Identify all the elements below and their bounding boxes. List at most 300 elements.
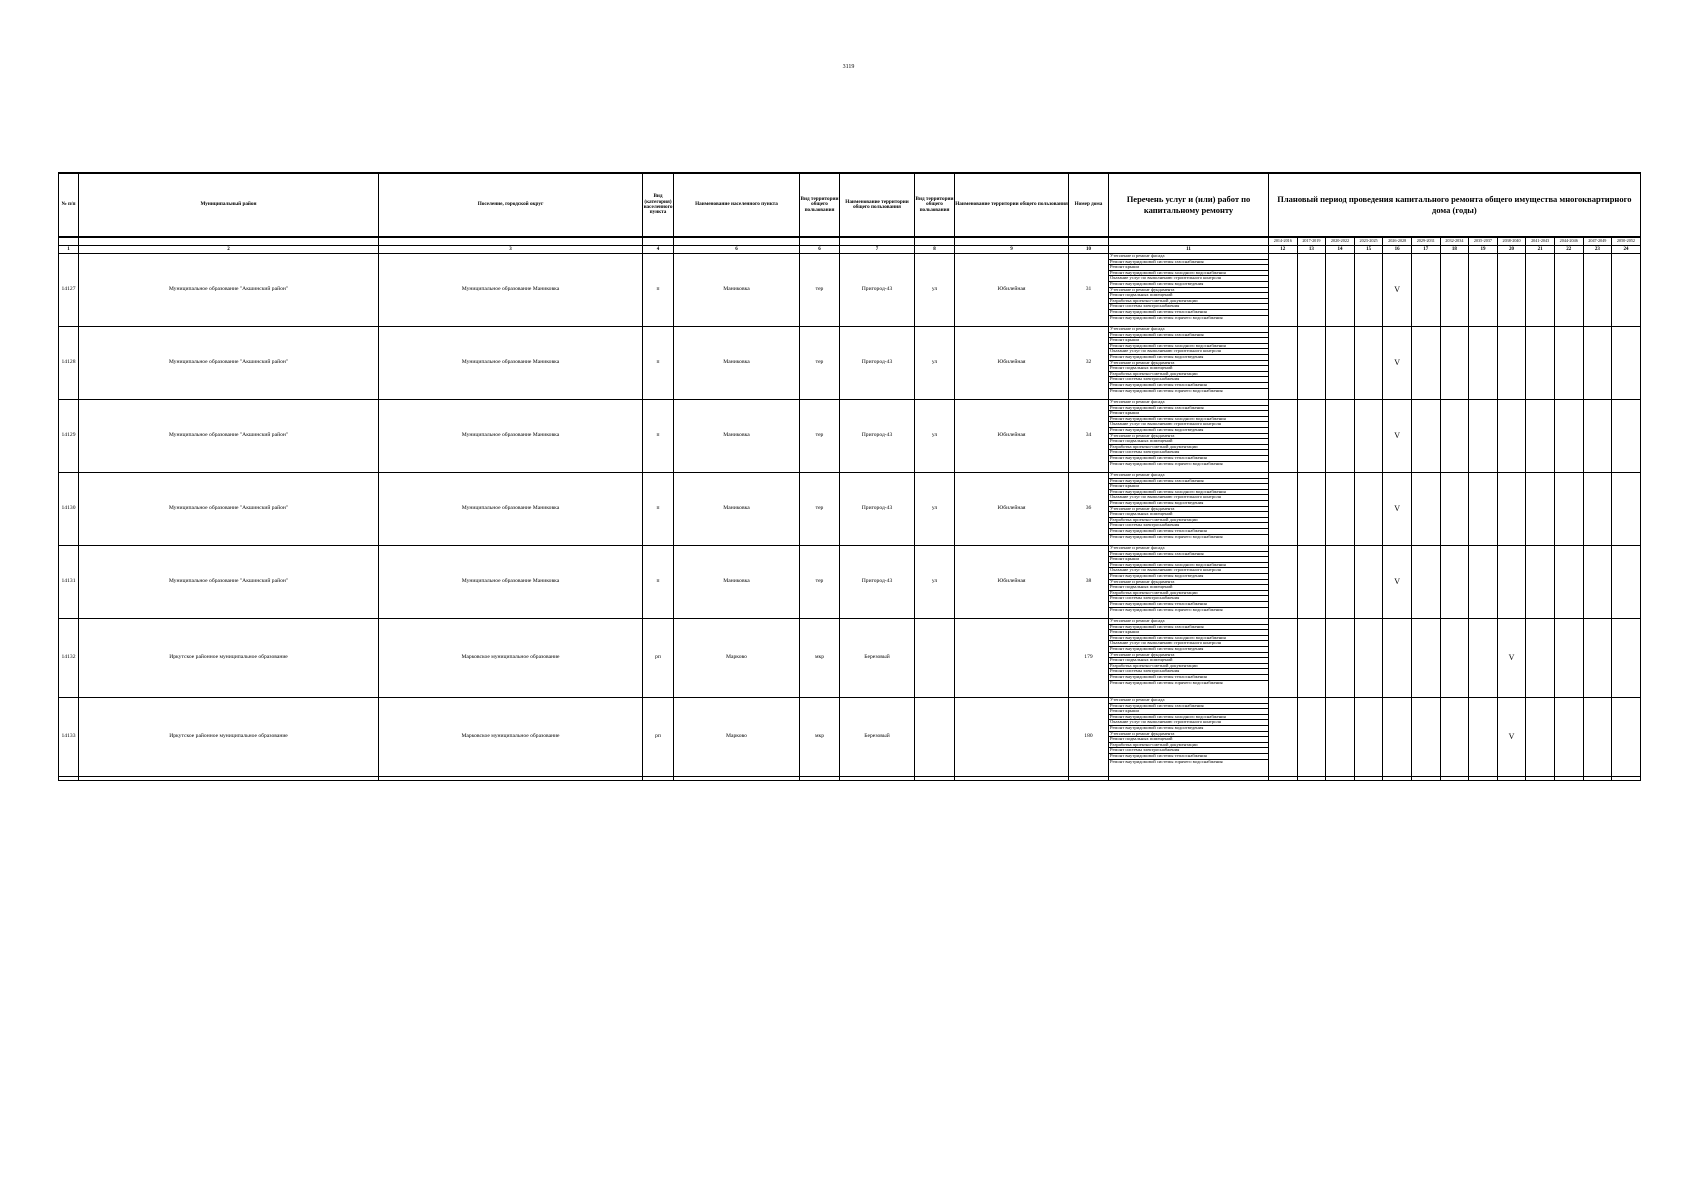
period-cell (1326, 619, 1355, 698)
period-label: 2014-2016 (1269, 237, 1298, 246)
period-cell (1554, 698, 1583, 777)
territory-type: тер (800, 473, 840, 546)
period-cell (1326, 327, 1355, 400)
territory-type-2: ул (915, 254, 955, 327)
district: Иркутское районное муниципальное образование (79, 698, 379, 777)
work-item: Ремонт внутридомовой системы теплоснабжения (1109, 310, 1268, 316)
column-number: 17 (1411, 246, 1440, 254)
work-item: Ремонт внутридомовой системы горячего водоснабжения (1110, 534, 1223, 539)
period-cell (1583, 619, 1612, 698)
work-item: Утепление и ремонт фундамента (1109, 434, 1268, 440)
period-mark: V (1497, 698, 1526, 777)
house-number: 36 (1069, 473, 1109, 546)
column-number: 15 (1354, 246, 1383, 254)
work-item: Ремонт системы электроснабжения (1109, 669, 1268, 675)
empty-cell (59, 777, 79, 781)
page-number: 3119 (842, 64, 855, 70)
work-item: Ремонт внутридомовой системы горячего водоснабжения (1110, 315, 1223, 320)
period-cell (1554, 400, 1583, 473)
work-item: Ремонт внутридомовой системы водоотведения (1109, 501, 1268, 507)
empty-cell (1326, 777, 1355, 781)
period-cell (1526, 619, 1555, 698)
period-label: 2047-2049 (1583, 237, 1612, 246)
locality-name: Маниковка (674, 473, 800, 546)
work-item: Ремонт внутридомовой системы холодного водоснабжения (1109, 271, 1268, 277)
work-item: Ремонт внутридомовой системы горячего водоснабжения (1110, 759, 1223, 764)
period-cell (1269, 327, 1298, 400)
column-number: 6 (800, 246, 840, 254)
column-number: 24 (1612, 246, 1641, 254)
period-cell (1469, 473, 1498, 546)
house-number: 32 (1069, 327, 1109, 400)
work-item: Ремонт подвальных помещений (1109, 585, 1268, 591)
district: Муниципальное образование "Акшинский район" (79, 400, 379, 473)
settlement: Марковское муниципальное образование (379, 619, 643, 698)
work-item: Ремонт внутридомовой системы теплоснабжения (1109, 383, 1268, 389)
work-item: Утепление и ремонт фундамента (1109, 732, 1268, 738)
locality-type: п (643, 254, 674, 327)
empty-cell (1469, 777, 1498, 781)
district: Муниципальное образование "Акшинский район" (79, 254, 379, 327)
locality-type: п (643, 473, 674, 546)
locality-name: Маниковка (674, 400, 800, 473)
territory-type-2: ул (915, 327, 955, 400)
work-item: Оказание услуг по выполнению строительного контроля (1109, 276, 1268, 282)
header-row (59, 173, 1641, 237)
work-item: Разработка проектно-сметной документации (1109, 743, 1268, 749)
column-number: 6 (674, 246, 800, 254)
header-settlement: Поселение, городской округ (379, 173, 643, 237)
work-item: Ремонт подвальных помещений (1109, 512, 1268, 518)
works-list-cell (1109, 327, 1269, 400)
empty-cell (1297, 777, 1326, 781)
period-cell (1469, 327, 1498, 400)
territory-name-2 (955, 698, 1069, 777)
period-cell (1583, 698, 1612, 777)
period-cell (1497, 400, 1526, 473)
locality-name: Марково (674, 619, 800, 698)
work-item: Ремонт внутридомовой системы горячего водоснабжения (1110, 607, 1223, 612)
empty-cell (1269, 777, 1298, 781)
column-number: 3 (379, 246, 643, 254)
territory-name-2 (955, 619, 1069, 698)
column-number: 12 (1269, 246, 1298, 254)
period-cell (1469, 619, 1498, 698)
empty-cell (79, 777, 379, 781)
period-cell (1583, 400, 1612, 473)
period-cell (1354, 254, 1383, 327)
period-cell (1297, 698, 1326, 777)
work-item: Ремонт подвальных помещений (1109, 737, 1268, 743)
period-cell (1326, 400, 1355, 473)
work-item: Ремонт крыши (1109, 338, 1268, 344)
locality-name: Марково (674, 698, 800, 777)
period-mark: V (1383, 327, 1412, 400)
period-cell (1411, 698, 1440, 777)
period-cell (1269, 254, 1298, 327)
table-row (59, 546, 1641, 619)
house-number: 38 (1069, 546, 1109, 619)
territory-type-2: ул (915, 473, 955, 546)
column-number: 2 (79, 246, 379, 254)
work-item: Ремонт внутридомовой системы холодного водоснабжения (1109, 715, 1268, 721)
table-row (59, 473, 1641, 546)
work-item: Утепление и ремонт фундамента (1109, 361, 1268, 367)
territory-type: тер (800, 546, 840, 619)
work-item: Ремонт внутридомовой системы теплоснабжения (1109, 529, 1268, 535)
empty-cell (840, 777, 915, 781)
work-item: Разработка проектно-сметной документации (1109, 372, 1268, 378)
period-mark: V (1383, 473, 1412, 546)
settlement: Муниципальное образование Маниковка (379, 254, 643, 327)
territory-name-2: Юбилейная (955, 254, 1069, 327)
period-mark: V (1383, 254, 1412, 327)
work-item: Ремонт системы электроснабжения (1109, 450, 1268, 456)
period-cell (1440, 698, 1469, 777)
capital-repair-table (58, 172, 1641, 781)
locality-type: рп (643, 698, 674, 777)
period-cell (1583, 254, 1612, 327)
period-cell (1440, 327, 1469, 400)
period-label: 2020-2022 (1326, 237, 1355, 246)
work-item: Ремонт системы электроснабжения (1109, 748, 1268, 754)
header-period: Плановый период проведения капитального ремонта общего имущества многоквартирного дома (годы) (1269, 173, 1641, 237)
header-house: Номер дома (1069, 173, 1109, 237)
period-mark: V (1383, 400, 1412, 473)
work-item: Ремонт внутридомовой системы водоотведения (1109, 282, 1268, 288)
period-label: 2029-2031 (1411, 237, 1440, 246)
locality-type: п (643, 400, 674, 473)
settlement: Марковское муниципальное образование (379, 698, 643, 777)
period-cell (1612, 327, 1641, 400)
period-cell (1526, 254, 1555, 327)
period-mark: V (1383, 546, 1412, 619)
period-cell (1326, 546, 1355, 619)
period-cell (1554, 327, 1583, 400)
work-item: Ремонт внутридомовой системы горячего водоснабжения (1110, 461, 1223, 466)
work-item: Ремонт подвальных помещений (1109, 293, 1268, 299)
row-number: 14129 (59, 400, 79, 473)
period-cell (1497, 254, 1526, 327)
district: Иркутское районное муниципальное образование (79, 619, 379, 698)
work-item: Разработка проектно-сметной документации (1109, 591, 1268, 597)
work-item: Ремонт системы электроснабжения (1109, 377, 1268, 383)
column-numbers-row (59, 246, 1641, 254)
column-number: 9 (955, 246, 1069, 254)
period-cell (1497, 546, 1526, 619)
period-label: 2026-2028 (1383, 237, 1412, 246)
territory-type-2 (915, 619, 955, 698)
period-cell (1526, 546, 1555, 619)
header-num: № п/п (59, 173, 79, 237)
settlement: Муниципальное образование Маниковка (379, 546, 643, 619)
empty-cell (1383, 777, 1412, 781)
period-cell (1612, 546, 1641, 619)
column-number: 7 (840, 246, 915, 254)
work-item: Утепление и ремонт фундамента (1109, 507, 1268, 513)
work-item: Ремонт внутридомовой системы газоснабжения (1109, 333, 1268, 339)
column-number: 22 (1554, 246, 1583, 254)
work-item: Оказание услуг по выполнению строительного контроля (1109, 720, 1268, 726)
column-number: 21 (1526, 246, 1555, 254)
column-number: 4 (643, 246, 674, 254)
period-cell (1440, 473, 1469, 546)
period-cell (1554, 254, 1583, 327)
work-item: Оказание услуг по выполнению строительного контроля (1109, 495, 1268, 501)
locality-name: Маниковка (674, 327, 800, 400)
work-item: Ремонт внутридомовой системы водоотведения (1109, 574, 1268, 580)
work-item: Ремонт внутридомовой системы холодного водоснабжения (1109, 636, 1268, 642)
district: Муниципальное образование "Акшинский район" (79, 473, 379, 546)
empty-cell (1526, 777, 1555, 781)
header-locality-type: Вид (категория) населенного пункта (643, 173, 674, 237)
period-cell (1469, 254, 1498, 327)
column-number: 20 (1497, 246, 1526, 254)
column-number: 1 (59, 246, 79, 254)
house-number: 180 (1069, 698, 1109, 777)
work-item: Ремонт внутридомовой системы газоснабжения (1109, 552, 1268, 558)
work-item: Ремонт внутридомовой системы газоснабжения (1109, 704, 1268, 710)
work-item: Ремонт подвальных помещений (1109, 366, 1268, 372)
work-item: Ремонт крыши (1109, 484, 1268, 490)
row-number: 14127 (59, 254, 79, 327)
period-cell (1440, 254, 1469, 327)
work-item: Оказание услуг по выполнению строительного контроля (1109, 422, 1268, 428)
period-label: 2038-2040 (1497, 237, 1526, 246)
work-item: Ремонт внутридомовой системы водоотведения (1109, 726, 1268, 732)
period-cell (1469, 400, 1498, 473)
house-number: 34 (1069, 400, 1109, 473)
work-item: Ремонт крыши (1109, 630, 1268, 636)
period-label: 2035-2037 (1469, 237, 1498, 246)
column-number: 11 (1109, 246, 1269, 254)
empty-cell (1411, 777, 1440, 781)
header-territory-type: Вид территории общего пользования (800, 173, 840, 237)
period-cell (1326, 698, 1355, 777)
house-number: 31 (1069, 254, 1109, 327)
column-number: 23 (1583, 246, 1612, 254)
table-row-cut (59, 777, 1641, 781)
period-cell (1440, 546, 1469, 619)
period-cell (1383, 698, 1412, 777)
work-item: Ремонт внутридомовой системы горячего водоснабжения (1110, 388, 1223, 393)
territory-name-2: Юбилейная (955, 473, 1069, 546)
locality-type: рп (643, 619, 674, 698)
period-cell (1354, 327, 1383, 400)
header-works: Перечень услуг и (или) работ по капитальному ремонту (1109, 173, 1269, 237)
works-list-cell (1109, 254, 1269, 327)
table-row (59, 254, 1641, 327)
work-item: Ремонт внутридомовой системы горячего водоснабжения (1110, 680, 1223, 685)
table-row (59, 698, 1641, 777)
work-item: Утепление и ремонт фасада (1109, 698, 1268, 704)
work-item: Ремонт крыши (1109, 557, 1268, 563)
header-territory-type-2: Вид территории общего пользования (915, 173, 955, 237)
work-item: Оказание услуг по выполнению строительного контроля (1109, 349, 1268, 355)
period-cell (1411, 546, 1440, 619)
work-item: Ремонт внутридомовой системы холодного водоснабжения (1109, 563, 1268, 569)
work-item: Ремонт системы электроснабжения (1109, 523, 1268, 529)
work-item: Ремонт крыши (1109, 265, 1268, 271)
period-cell (1612, 698, 1641, 777)
territory-type: мкр (800, 698, 840, 777)
locality-name: Маниковка (674, 546, 800, 619)
work-item: Ремонт внутридомовой системы водоотведения (1109, 647, 1268, 653)
work-item: Ремонт внутридомовой системы холодного водоснабжения (1109, 417, 1268, 423)
empty-cell (1612, 777, 1641, 781)
period-cell (1411, 254, 1440, 327)
row-number: 14130 (59, 473, 79, 546)
header-territory-name: Наименование территории общего пользования (840, 173, 915, 237)
territory-name: Пригород-43 (840, 327, 915, 400)
period-cell (1297, 327, 1326, 400)
period-cell (1612, 619, 1641, 698)
territory-type: мкр (800, 619, 840, 698)
territory-name: Пригород-43 (840, 546, 915, 619)
empty-cell (915, 777, 955, 781)
work-item: Ремонт внутридомовой системы газоснабжения (1109, 406, 1268, 412)
period-cell (1354, 619, 1383, 698)
work-item: Ремонт внутридомовой системы водоотведения (1109, 428, 1268, 434)
work-item: Разработка проектно-сметной документации (1109, 299, 1268, 305)
period-label: 2041-2043 (1526, 237, 1555, 246)
period-cell (1554, 546, 1583, 619)
locality-type: п (643, 546, 674, 619)
work-item: Разработка проектно-сметной документации (1109, 518, 1268, 524)
works-list-cell (1109, 546, 1269, 619)
column-number: 14 (1326, 246, 1355, 254)
header-locality: Наименование населенного пункта (674, 173, 800, 237)
works-list-cell (1109, 698, 1269, 777)
period-cell (1297, 254, 1326, 327)
work-item: Ремонт подвальных помещений (1109, 658, 1268, 664)
work-item: Утепление и ремонт фундамента (1109, 653, 1268, 659)
period-cell (1497, 327, 1526, 400)
period-label: 2050-2052 (1612, 237, 1641, 246)
work-item: Ремонт крыши (1109, 709, 1268, 715)
work-item: Ремонт внутридомовой системы холодного водоснабжения (1109, 344, 1268, 350)
period-cell (1297, 619, 1326, 698)
period-cell (1440, 400, 1469, 473)
period-label: 2017-2019 (1297, 237, 1326, 246)
period-label: 2044-2046 (1554, 237, 1583, 246)
period-cell (1297, 473, 1326, 546)
empty-cell (1354, 777, 1383, 781)
period-cell (1526, 698, 1555, 777)
territory-name: Пригород-43 (840, 400, 915, 473)
period-cell (1411, 619, 1440, 698)
period-cell (1383, 619, 1412, 698)
period-cell (1354, 473, 1383, 546)
works-list-cell (1109, 473, 1269, 546)
row-number: 14132 (59, 619, 79, 698)
period-cell (1583, 473, 1612, 546)
period-cell (1354, 546, 1383, 619)
empty-cell (1440, 777, 1469, 781)
work-item: Разработка проектно-сметной документации (1109, 445, 1268, 451)
row-number: 14128 (59, 327, 79, 400)
period-cell (1269, 698, 1298, 777)
territory-type: тер (800, 327, 840, 400)
work-item: Ремонт системы электроснабжения (1109, 596, 1268, 602)
work-item: Ремонт внутридомовой системы теплоснабжения (1109, 675, 1268, 681)
empty-cell (674, 777, 800, 781)
work-item: Разработка проектно-сметной документации (1109, 664, 1268, 670)
settlement: Муниципальное образование Маниковка (379, 400, 643, 473)
work-item: Ремонт внутридомовой системы газоснабжения (1109, 260, 1268, 266)
period-cell (1497, 473, 1526, 546)
empty-cell (1109, 777, 1269, 781)
territory-type-2: ул (915, 546, 955, 619)
column-number: 16 (1383, 246, 1412, 254)
territory-type-2: ул (915, 400, 955, 473)
territory-type: тер (800, 254, 840, 327)
table-row (59, 400, 1641, 473)
column-number: 19 (1469, 246, 1498, 254)
territory-name-2: Юбилейная (955, 546, 1069, 619)
period-cell (1612, 473, 1641, 546)
period-cell (1269, 546, 1298, 619)
period-cell (1326, 254, 1355, 327)
period-label: 2032-2034 (1440, 237, 1469, 246)
empty-cell (379, 777, 643, 781)
period-cell (1269, 619, 1298, 698)
territory-type-2 (915, 698, 955, 777)
period-cell (1297, 546, 1326, 619)
column-number: 13 (1297, 246, 1326, 254)
empty-cell (1554, 777, 1583, 781)
row-number: 14131 (59, 546, 79, 619)
header-territory-name-2: Наименование территории общего пользования (955, 173, 1069, 237)
period-cell (1354, 400, 1383, 473)
periods-row (59, 237, 1641, 246)
work-item: Ремонт внутридомовой системы газоснабжения (1109, 625, 1268, 631)
empty-cell (1583, 777, 1612, 781)
territory-name: Пригород-43 (840, 473, 915, 546)
territory-name: Пригород-43 (840, 254, 915, 327)
header-district: Муниципальный район (79, 173, 379, 237)
column-number: 8 (915, 246, 955, 254)
row-number: 14133 (59, 698, 79, 777)
column-number: 10 (1069, 246, 1109, 254)
period-cell (1554, 619, 1583, 698)
period-cell (1554, 473, 1583, 546)
period-cell (1612, 400, 1641, 473)
work-item: Утепление и ремонт фасада (1109, 473, 1268, 479)
empty-cell (1069, 777, 1109, 781)
locality-name: Маниковка (674, 254, 800, 327)
territory-name-2: Юбилейная (955, 327, 1069, 400)
works-list-cell (1109, 619, 1269, 698)
period-cell (1354, 698, 1383, 777)
work-item: Ремонт системы электроснабжения (1109, 304, 1268, 310)
empty-cell (643, 777, 674, 781)
work-item: Утепление и ремонт фасада (1109, 327, 1268, 333)
period-cell (1526, 473, 1555, 546)
period-mark: V (1497, 619, 1526, 698)
work-item: Ремонт внутридомовой системы теплоснабжения (1109, 754, 1268, 760)
work-item: Утепление и ремонт фундамента (1109, 580, 1268, 586)
work-item: Ремонт подвальных помещений (1109, 439, 1268, 445)
settlement: Муниципальное образование Маниковка (379, 473, 643, 546)
empty-cell (955, 777, 1069, 781)
work-item: Ремонт внутридомовой системы теплоснабжения (1109, 456, 1268, 462)
empty-cell (800, 777, 840, 781)
territory-type: тер (800, 400, 840, 473)
works-list-cell (1109, 400, 1269, 473)
work-item: Оказание услуг по выполнению строительного контроля (1109, 568, 1268, 574)
work-item: Оказание услуг по выполнению строительного контроля (1109, 641, 1268, 647)
